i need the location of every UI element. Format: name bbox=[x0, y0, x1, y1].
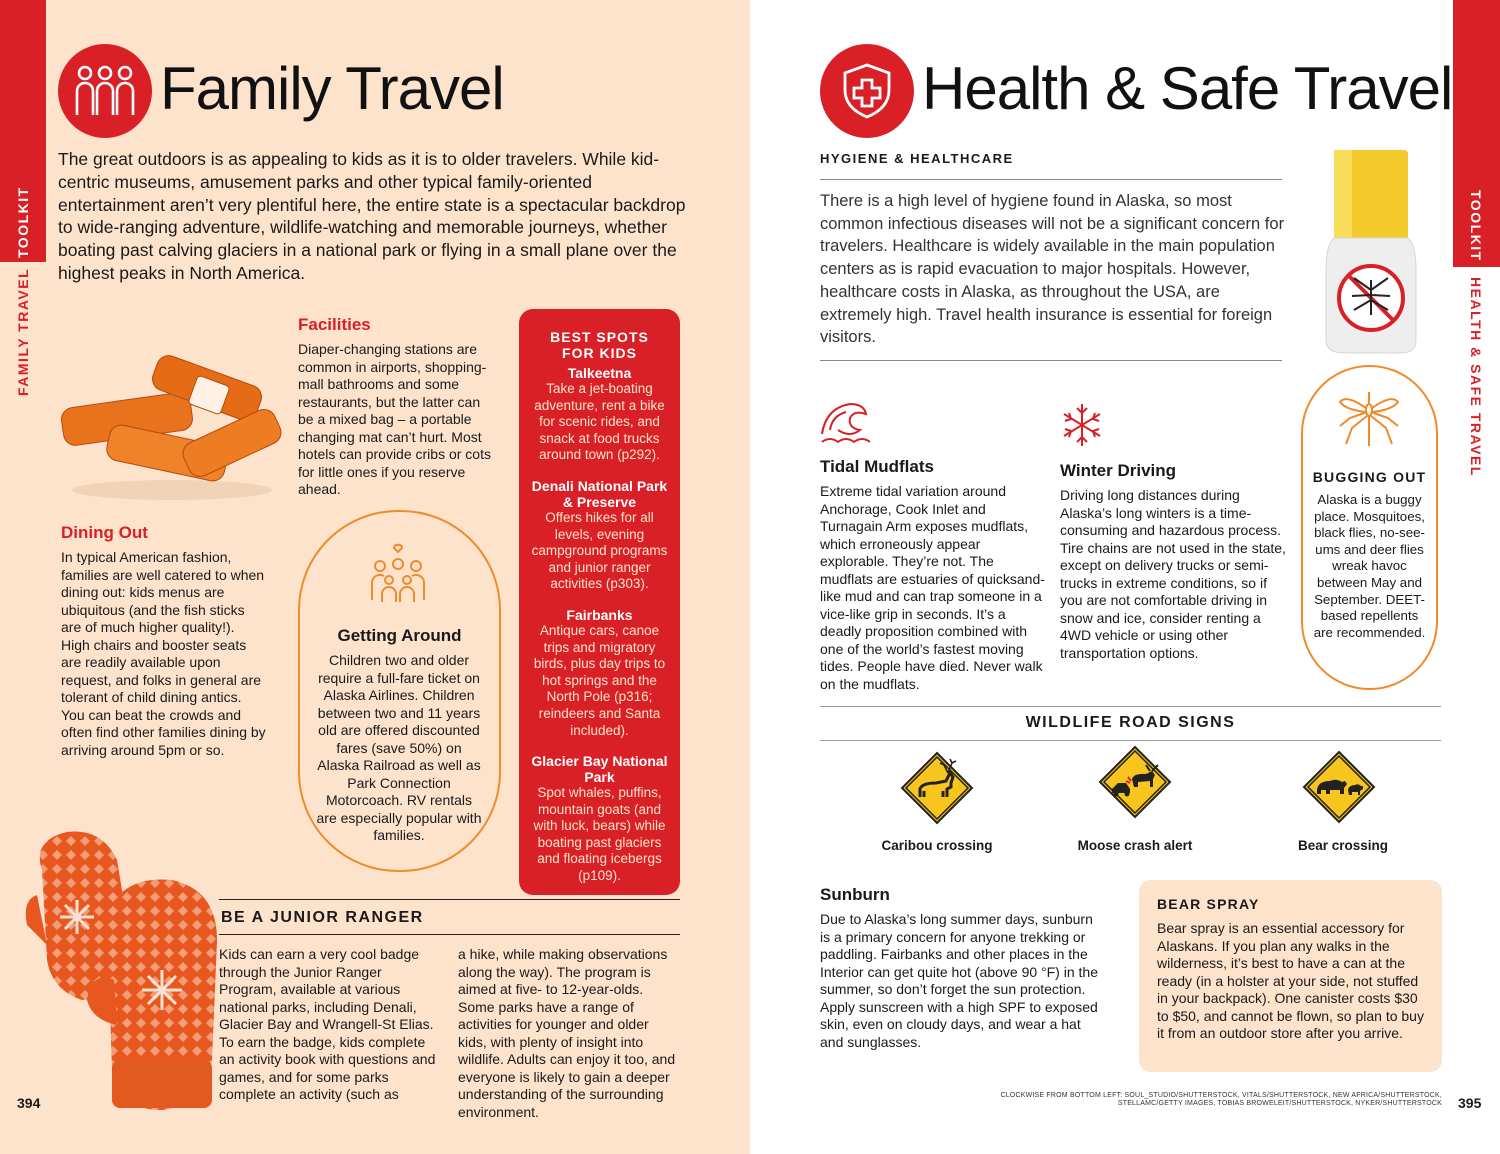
bear-spray-heading: BEAR SPRAY bbox=[1157, 896, 1260, 912]
sunburn-heading: Sunburn bbox=[820, 885, 890, 904]
junior-ranger-rule bbox=[219, 934, 680, 935]
family-outline-icon bbox=[366, 542, 430, 611]
best-spot-desc: Offers hikes for all levels, evening campground programs and junior ranger activities (p303). bbox=[531, 509, 668, 592]
sunburn-body: Due to Alaska’s long summer days, sunburn is a primary concern for anyone trekking or paddling. Fairbanks and other places in the Interior can get quite hot (above 90 °F) in the summer, so don’t forget the sun protection. Apply sunscreen with a high SPF to exposed skin, even on cloudy days, and wear a hat and sunglasses. bbox=[820, 911, 1098, 1050]
hygiene-body: There is a high level of hygiene found in Alaska, so most common infectious diseases will not be a significant concern for travelers. Healthcare is widely available in the main population centers as is rapid evacuation to major hospitals. However, healthcare costs in Alaska, as throughout the USA, are extremely high. Travel health insurance is essential for foreign visitors. bbox=[820, 192, 1285, 347]
best-spots-list bbox=[519, 365, 680, 885]
junior-ranger-col2: a hike, while making observations along the way). The program is aimed at five- to 12-year-olds. Some parks have a range of activities for younger and older kids, with plenty of insight into wildlife. Adults can enjoy it too, and everyone is likely to gain a deeper understanding of the surrounding environment. bbox=[458, 946, 676, 1120]
moose-crash-sign-label: Moose crash alert bbox=[1077, 838, 1193, 853]
junior-ranger-heading: BE A JUNIOR RANGER bbox=[221, 909, 424, 926]
tab-section-label: HEALTH & SAFE TRAVEL bbox=[1468, 277, 1484, 477]
bear-spray-box bbox=[1139, 880, 1442, 1072]
getting-around-body: Children two and older require a full-fare ticket on Alaska Airlines. Children between two and 11 years old are offered discounted fares (save 50%) on Alaska Railroad as well as Park Connection Motorcoach. RV rentals are especially popular with families. bbox=[316, 652, 482, 843]
photo-credit-line: CLOCKWISE FROM BOTTOM LEFT: SOUL_STUDIO/SHUTTERSTOCK, VITALS/SHUTTERSTOCK, NEW AFRICA/SHUTTERSTOCK, bbox=[1000, 1092, 1442, 1099]
wave-icon bbox=[820, 400, 872, 449]
photo-credit-line: STELLAMC/GETTY IMAGES, TOBIAS BROWELEIT/SHUTTERSTOCK, NYKER/SHUTTERSTOCK bbox=[1117, 1100, 1442, 1107]
best-spot-item bbox=[519, 478, 680, 593]
best-spot-name: Fairbanks bbox=[566, 606, 633, 623]
best-spot-name: Denali National Park & Preserve bbox=[531, 477, 668, 510]
bugging-out-body: Alaska is a buggy place. Mosquitoes, black flies, no-see-ums and deer flies wreak havoc between May and September. DEET-based repellents are recommended. bbox=[1313, 492, 1426, 640]
best-spots-box bbox=[519, 309, 680, 895]
dining-body: In typical American fashion, families are well catered to when dining out: kids menus are ubiquitous (and the fish sticks are of much higher quality!). High chairs and booster seats are readily available upon request, and folks in general are tolerant of child dining antics. You can beat the crowds and often find other families dining by arriving around 5pm or so. bbox=[61, 549, 266, 758]
intro-paragraph: The great outdoors is as appealing to kids as it is to older travelers. While kid-centric museums, amusement parks and other typical family-oriented entertainment aren’t very plentiful here, the entire state is a spectacular backdrop to wide-ranging adventure, wildlife-watching and memorable journeys, whether boating past calving glaciers in a national park or flying in a small plane over the highest peaks in North America. bbox=[58, 149, 686, 283]
hygiene-rule bbox=[820, 179, 1282, 180]
winter-heading: Winter Driving bbox=[1060, 461, 1177, 480]
bugging-out-heading: BUGGING OUT bbox=[1312, 469, 1427, 485]
tab-toolkit-label: TOOLKIT bbox=[1468, 190, 1484, 262]
bear-spray-body: Bear spray is an essential accessory for Alaskans. If you plan any walks in the wilderness, it’s best to have a can at the ready (in a holster at your side, not stuffed in your backpack). One canister costs $30 to $50, and cannot be flown, so plan to buy it from an outdoor store after you arrive. bbox=[1157, 920, 1424, 1041]
tidal-heading: Tidal Mudflats bbox=[820, 457, 934, 476]
page-number: 394 bbox=[17, 1095, 41, 1111]
page-title: Health & Safe Travel bbox=[922, 55, 1453, 122]
best-spot-name: Talkeetna bbox=[567, 365, 632, 381]
road-signs-rule bbox=[820, 740, 1441, 741]
tab-toolkit-label: TOOLKIT bbox=[15, 186, 31, 258]
bear-sign-icon bbox=[1302, 750, 1376, 829]
best-spot-desc: Antique cars, canoe trips and migratory birds, plus day trips to hot springs and the North Pole (p316; reindeers and Santa included). bbox=[533, 622, 666, 738]
tidal-body: Extreme tidal variation around Anchorage, Cook Inlet and Turnagain Arm exposes mudflats, which erroneously appear explorable. They’re not. The mudflats are estuaries of quicksand-like mud and can trap someone in a vice-like grip in seconds. It’s a deadly proposition combined with one of the world’s fastest moving tides. People have died. Never walk on the mudflats. bbox=[820, 483, 1045, 692]
best-spot-item bbox=[519, 365, 680, 464]
best-spot-desc: Take a jet-boating adventure, rent a bike for scenic rides, and snack at food trucks around town (p292). bbox=[534, 381, 665, 463]
best-spot-name: Glacier Bay National Park bbox=[531, 753, 668, 786]
family-icon bbox=[58, 44, 152, 138]
junior-ranger-col1: Kids can earn a very cool badge through the Junior Ranger Program, available at various national parks, including Denali, Glacier Bay and Wrangell-St Elias. To earn the badge, kids complete an activity book with questions and games, and for some parks complete an activity (such as bbox=[219, 946, 436, 1102]
photo-credits bbox=[900, 1092, 1442, 1108]
right-page bbox=[750, 0, 1500, 1154]
tab-section-label: FAMILY TRAVEL bbox=[15, 267, 31, 396]
facilities-body: Diaper-changing stations are common in airports, shopping-mall bathrooms and some restaurants, but the latter can be a mixed bag – a portable changing mat can’t hurt. Most hotels can provide cribs or cots for little ones if you reserve ahead. bbox=[298, 341, 491, 497]
hygiene-heading: HYGIENE & HEALTHCARE bbox=[820, 151, 1014, 166]
bear-sign-label: Bear crossing bbox=[1297, 838, 1389, 853]
hygiene-rule bbox=[820, 360, 1282, 361]
winter-body: Driving long distances during Alaska’s long winters is a time-consuming and hazardous process. Tire chains are not used in the state, except on delivery trucks or semi-trucks in extreme conditions, so if you are not comfortable driving in snow and ice, consider renting a 4WD vehicle or using other transportation options. bbox=[1060, 487, 1286, 661]
moose-crash-sign-icon bbox=[1098, 745, 1172, 824]
caribou-sign-icon bbox=[900, 751, 974, 830]
getting-around-heading: Getting Around bbox=[337, 626, 462, 645]
best-spot-item bbox=[519, 607, 680, 739]
facilities-heading: Facilities bbox=[298, 315, 371, 334]
fish-sticks-photo bbox=[52, 340, 292, 510]
mosquito-icon bbox=[1336, 388, 1402, 455]
junior-ranger-rule bbox=[219, 899, 680, 900]
road-signs-rule bbox=[820, 706, 1441, 707]
medical-shield-icon bbox=[820, 44, 914, 138]
dining-heading: Dining Out bbox=[61, 523, 148, 542]
page-title: Family Travel bbox=[160, 55, 504, 122]
best-spots-heading: BEST SPOTS FOR KIDS bbox=[550, 329, 649, 361]
caribou-sign-label: Caribou crossing bbox=[881, 838, 993, 853]
mittens-photo bbox=[22, 820, 237, 1120]
best-spot-desc: Spot whales, puffins, mountain goats (and with luck, bears) while boating past glaciers and floating icebergs (p109). bbox=[533, 785, 666, 884]
best-spot-item bbox=[519, 753, 680, 885]
page-number: 395 bbox=[1458, 1095, 1482, 1111]
snowflake-icon bbox=[1059, 402, 1105, 453]
road-signs-heading: WILDLIFE ROAD SIGNS bbox=[1025, 714, 1236, 731]
repellent-bottle-photo bbox=[1324, 150, 1420, 355]
